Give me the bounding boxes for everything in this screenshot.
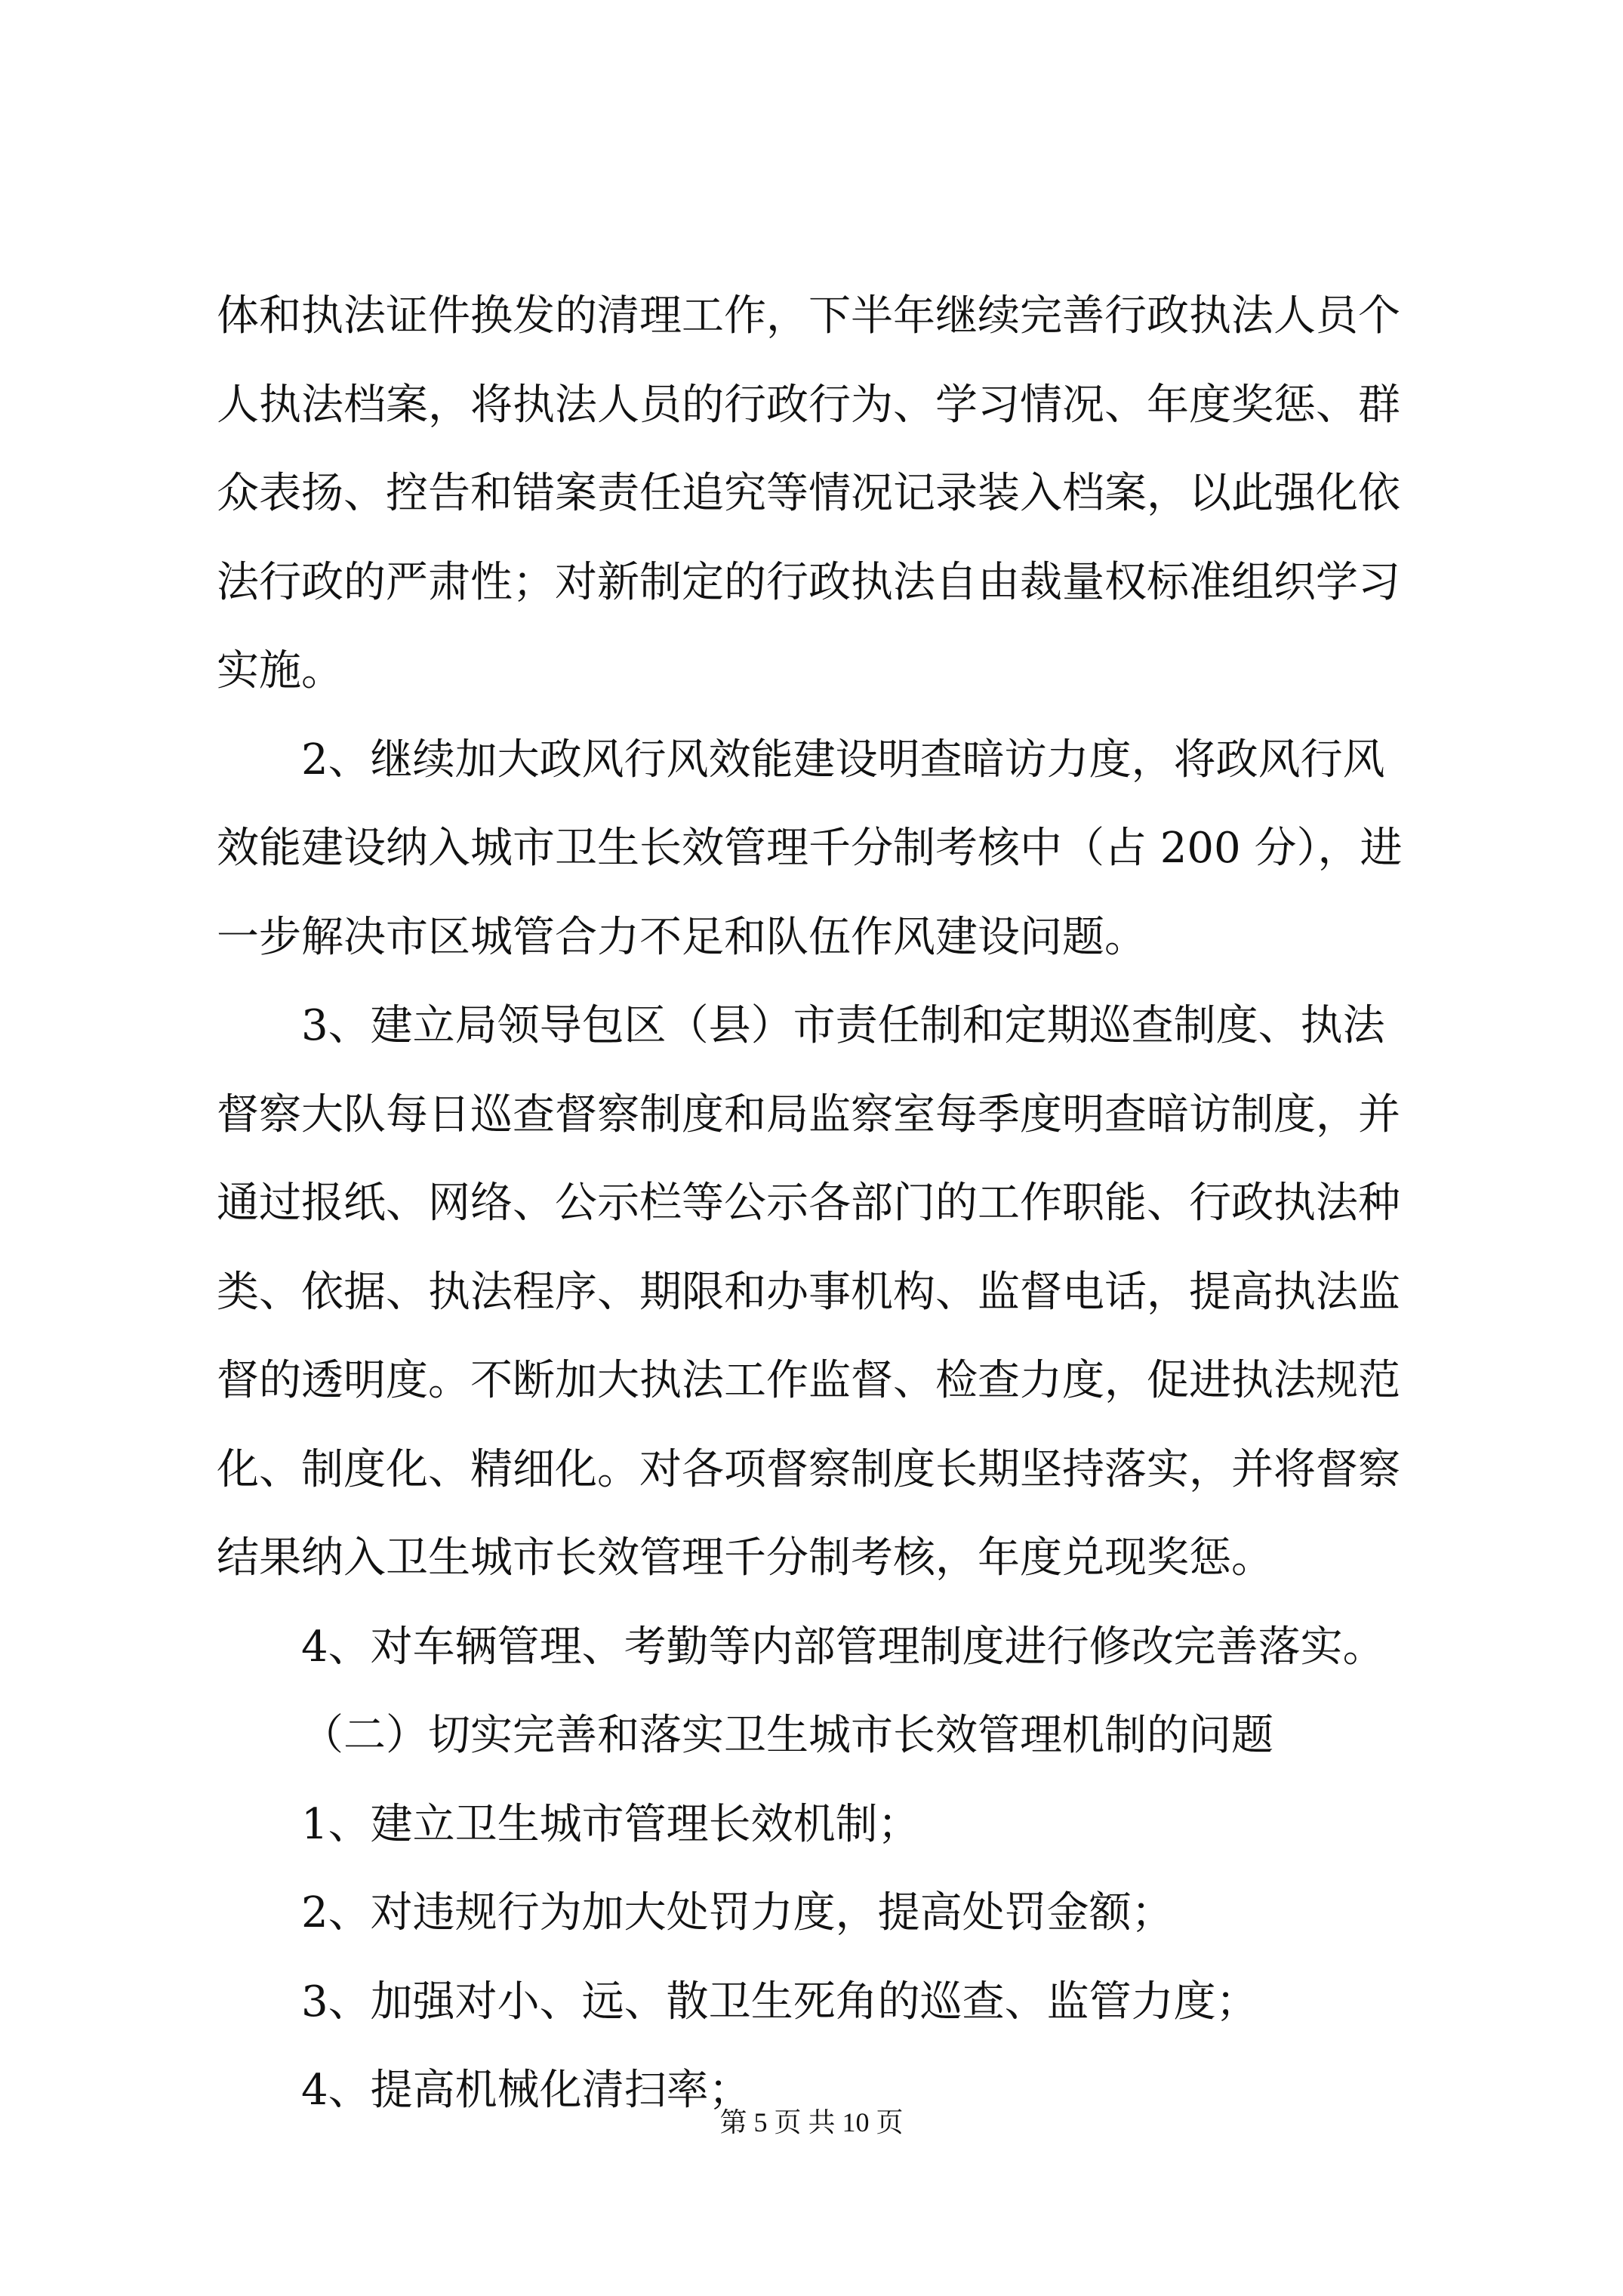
text-line: 人执法档案，将执法人员的行政行为、学习情况、年度奖惩、群 — [217, 380, 1400, 430]
text-line: 众表扬、控告和错案责任追究等情况记录装入档案，以此强化依 — [217, 469, 1400, 518]
text-line: 一步解决市区城管合力不足和队伍作风建设问题。 — [217, 912, 1147, 962]
paragraph-item-2: 2、继续加大政风行风效能建设明查暗访力度，将政风行风 — [301, 735, 1385, 784]
section-heading: （二）切实完善和落实卫生城市长效管理机制的问题 — [301, 1711, 1273, 1760]
text-line: 督察大队每日巡查督察制度和局监察室每季度明查暗访制度，并 — [217, 1089, 1400, 1139]
text-line: 实施。 — [217, 646, 343, 695]
paragraph-item-4: 4、对车辆管理、考勤等内部管理制度进行修改完善落实。 — [301, 1622, 1385, 1672]
text-line: 通过报纸、网络、公示栏等公示各部门的工作职能、行政执法种 — [217, 1179, 1400, 1228]
text-line: 化、制度化、精细化。对各项督察制度长期坚持落实，并将督察 — [217, 1444, 1400, 1494]
page-number: 第 5 页 共 10 页 — [719, 2107, 904, 2137]
text-line: 类、依据、执法程序、期限和办事机构、监督电话，提高执法监 — [217, 1267, 1400, 1317]
list-item: 3、加强对小、远、散卫生死角的巡查、监管力度； — [301, 1977, 1258, 2026]
text-line: 效能建设纳入城市卫生长效管理千分制考核中（占 200 分），进 — [217, 824, 1403, 873]
text-line: 体和执法证件换发的清理工作，下半年继续完善行政执法人员个 — [217, 291, 1400, 341]
list-item: 1、建立卫生城市管理长效机制； — [301, 1799, 920, 1849]
text-line: 法行政的严肃性；对新制定的行政执法自由裁量权标准组织学习 — [217, 557, 1400, 607]
list-item: 2、对违规行为加大处罚力度，提高处罚金额； — [301, 1888, 1174, 1937]
paragraph-item-3: 3、建立局领导包区（县）市责任制和定期巡查制度、执法 — [301, 1001, 1385, 1050]
text-line: 督的透明度。不断加大执法工作监督、检查力度，促进执法规范 — [217, 1356, 1400, 1405]
text-line: 结果纳入卫生城市长效管理千分制考核，年度兑现奖惩。 — [217, 1533, 1273, 1583]
page-footer — [0, 2103, 1623, 2141]
body-text — [217, 272, 1432, 2135]
list-item: 4、提高机械化清扫率； — [301, 2066, 751, 2115]
